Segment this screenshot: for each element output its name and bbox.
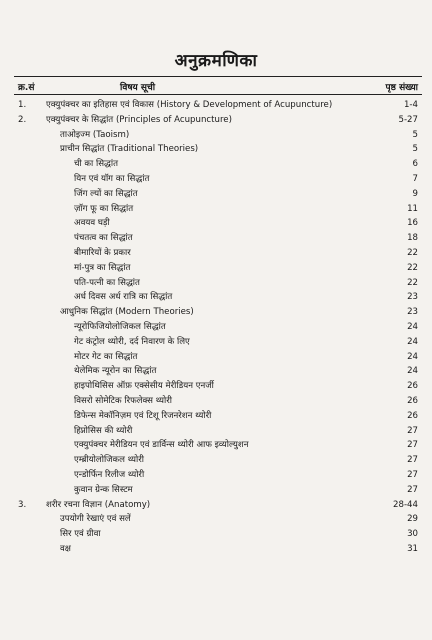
list-item: [0, 157, 432, 172]
list-item: [0, 290, 432, 305]
list-item: [0, 128, 432, 143]
item-page: 29: [407, 514, 418, 525]
item-title: एन्डोर्फिन रिलीज थ्योरी: [74, 469, 145, 480]
item-title: अर्ध दिवस अर्ध रात्रि का सिद्धांत: [74, 292, 173, 303]
item-title: एक्युपंक्चर के सिद्धांत (Principles of Acupuncture): [46, 114, 232, 125]
list-item: [0, 453, 432, 468]
item-title: हिप्नोसिस की थ्योरी: [74, 425, 133, 436]
list-item: [0, 113, 432, 128]
list-item: [0, 350, 432, 365]
item-page: 27: [407, 484, 418, 495]
list-item: [0, 261, 432, 276]
item-page: 31: [407, 543, 418, 554]
item-title: न्यूरोफिजियोलोजिकल सिद्धांत: [74, 321, 166, 332]
item-page: 27: [407, 469, 418, 480]
item-title: प्राचीन सिद्धांत (Traditional Theories): [60, 144, 199, 155]
header-serial-number: क्र.सं: [18, 83, 35, 93]
item-title: बीमारियों के प्रकार: [74, 247, 131, 258]
item-page: 30: [407, 529, 418, 540]
item-page: 11: [407, 203, 418, 214]
list-item: [0, 512, 432, 527]
item-title: शरीर रचना विज्ञान (Anatomy): [46, 499, 151, 510]
list-item: [0, 320, 432, 335]
item-page: 7: [412, 173, 418, 184]
item-page: 23: [407, 292, 418, 303]
item-title: ची का सिद्धांत: [74, 159, 118, 170]
list-item: [0, 498, 432, 513]
list-item: [0, 276, 432, 291]
list-item: [0, 483, 432, 498]
item-title: डिफेन्स मेकॉनिज़म एवं टिशू रिजनरेशन थ्योरी: [74, 410, 212, 421]
item-title: विसरो सोमेटिक रिफलेक्स थ्योरी: [74, 395, 172, 406]
item-page: 26: [407, 410, 418, 421]
list-item: [0, 527, 432, 542]
item-page: 27: [407, 425, 418, 436]
item-page: 24: [407, 336, 418, 347]
header-bottom-rule: [14, 94, 422, 95]
list-item: [0, 142, 432, 157]
item-number: 1.: [18, 100, 27, 110]
list-item: [0, 379, 432, 394]
list-item: [0, 364, 432, 379]
list-item: [0, 202, 432, 217]
header-page-number: पृष्ठ संख्या: [385, 83, 418, 93]
item-title: हाइपोथिसिस ऑफ़ एक्सेसीय मेरीडियन एनर्जी: [74, 381, 214, 392]
item-title: मोटर गेट का सिद्धांत: [74, 351, 138, 362]
item-title: ज़ॉग फू का सिद्धांत: [74, 203, 134, 214]
item-page: 5-27: [398, 114, 418, 125]
item-title: एक्युपंक्चर का इतिहास एवं विकास (History & Development of Acupuncture): [46, 100, 333, 110]
page-title: अनुक्रमणिका: [174, 51, 258, 71]
list-item: [0, 438, 432, 453]
list-item: [0, 542, 432, 557]
item-number: 3.: [18, 499, 27, 510]
list-item: [0, 98, 432, 113]
item-title: एम्ब्रीयोलोजिकल थ्योरी: [74, 455, 144, 466]
list-item: [0, 246, 432, 261]
item-page: 26: [407, 381, 418, 392]
item-page: 24: [407, 321, 418, 332]
item-page: 22: [407, 262, 418, 273]
item-page: 9: [412, 188, 418, 199]
item-page: 27: [407, 440, 418, 451]
list-item: [0, 305, 432, 320]
item-title: पंचतत्व का सिद्धांत: [74, 233, 133, 244]
item-page: 18: [407, 233, 418, 244]
list-item: [0, 216, 432, 231]
list-item: [0, 335, 432, 350]
list-item: [0, 409, 432, 424]
item-title: ताओइज्म (Taoism): [60, 129, 130, 140]
item-page: 5: [412, 144, 418, 155]
item-number: 2.: [18, 114, 27, 125]
item-title: उपयोगी रेखाएं एवं सलें: [60, 514, 131, 525]
item-title: अवयव घड़ी: [74, 218, 110, 229]
list-item: [0, 424, 432, 439]
item-page: 24: [407, 351, 418, 362]
item-page: 22: [407, 247, 418, 258]
item-title: यिन एवं यॉग का सिद्धांत: [74, 173, 150, 184]
item-page: 5: [412, 129, 418, 140]
item-title: कुवान ग्रेन्क सिस्टम: [74, 484, 133, 495]
item-title: थेलेमिक न्यूरोन का सिद्धांत: [74, 366, 157, 377]
item-title: आधुनिक सिद्धांत (Modern Theories): [60, 307, 194, 318]
item-title: जिंग ल्यों का सिद्धांत: [74, 188, 138, 199]
item-page: 16: [407, 218, 418, 229]
item-title: गेट कंट्रोल थ्योरी, दर्द निवारण के लिए: [74, 336, 190, 347]
item-page: 28-44: [393, 499, 418, 510]
item-title: मां-पुत्र का सिद्धांत: [74, 262, 131, 273]
item-title: पति-पत्नी का सिद्धांत: [74, 277, 140, 288]
list-item: [0, 187, 432, 202]
contents-list: [0, 98, 432, 557]
item-page: 6: [412, 159, 418, 170]
item-page: 26: [407, 395, 418, 406]
list-item: [0, 231, 432, 246]
item-title: सिर एवं ग्रीवा: [60, 529, 101, 540]
header-top-rule: [14, 76, 422, 77]
item-page: 22: [407, 277, 418, 288]
item-page: 24: [407, 366, 418, 377]
list-item: [0, 468, 432, 483]
item-page: 27: [407, 455, 418, 466]
header-subject: विषय सूची: [120, 83, 156, 93]
item-title: एक्युपंक्चर मेरीडियन एवं डार्विन्स थ्योरी आफ इव्योल्युशन: [74, 440, 249, 451]
list-item: [0, 394, 432, 409]
item-title: वक्ष: [60, 543, 71, 554]
list-item: [0, 172, 432, 187]
item-page: 1-4: [403, 100, 418, 110]
item-page: 23: [407, 307, 418, 318]
